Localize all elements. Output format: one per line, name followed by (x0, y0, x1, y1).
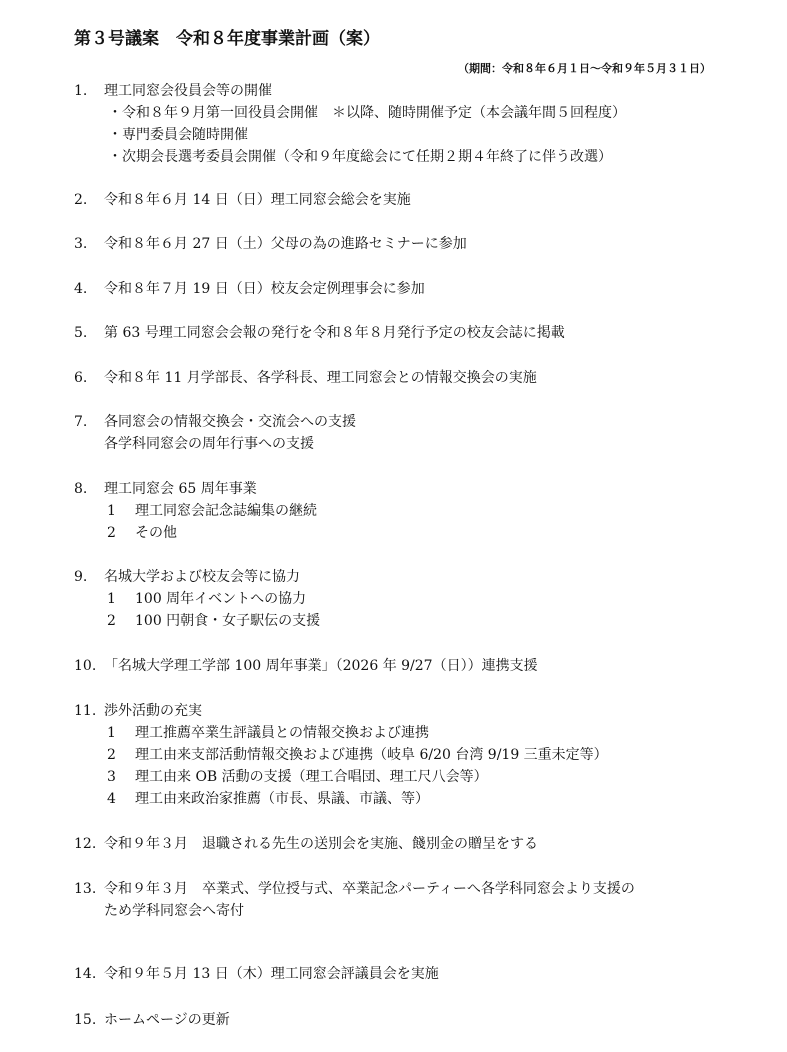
item-text: 令和８年 11 月学部長、各学科長、理工同窓会との情報交換会の実施 (104, 370, 537, 386)
item-number: 13. (74, 881, 97, 897)
item-number: 1. (74, 83, 88, 99)
item-text: ため学科同窓会へ寄付 (104, 903, 244, 919)
plan-item-15 (74, 1009, 757, 1031)
item-number: 12. (74, 836, 97, 852)
plan-item-1 (74, 80, 757, 168)
plan-item-4 (74, 278, 757, 300)
plan-item-7 (74, 411, 757, 455)
item-text: 渉外活動の充実 (104, 703, 202, 719)
item-text: 理工同窓会 65 周年事業 (104, 481, 257, 497)
plan-item-2 (74, 189, 757, 211)
item-number: 3. (74, 236, 88, 252)
plan-item-6 (74, 367, 757, 389)
sub-item: 1 理工推薦卒業生評議員との情報交換および連携 (107, 725, 429, 741)
sub-item: ・次期会長選考委員会開催（令和９年度総会にて任期２期４年終了に伴う改選） (108, 149, 612, 165)
item-number: 8. (74, 481, 88, 497)
page-title: 第３号議案 令和８年度事業計画（案） (74, 29, 380, 49)
plan-item-13 (74, 878, 757, 922)
item-number: 7. (74, 414, 88, 430)
sub-item: ・専門委員会随時開催 (108, 127, 248, 143)
item-text: 令和９年３月 退職される先生の送別会を実施、餞別金の贈呈をする (104, 836, 538, 852)
sub-item: 3 理工由来 OB 活動の支援（理工合唱団、理工尺八会等） (107, 769, 488, 785)
plan-item-10 (74, 655, 757, 677)
item-text: 令和８年６月 27 日（土）父母の為の進路セミナーに参加 (104, 236, 467, 252)
item-text: 令和８年６月 14 日（日）理工同窓会総会を実施 (104, 192, 411, 208)
sub-item: 2 その他 (107, 525, 177, 541)
item-number: 4. (74, 281, 88, 297)
sub-item: ・令和８年９月第一回役員会開催 ＊以降、随時開催予定（本会議年間５回程度） (108, 105, 626, 121)
item-text: 「名城大学理工学部 100 周年事業」（2026 年 9/27（日））連携支援 (104, 658, 538, 674)
item-text: 令和８年７月 19 日（日）校友会定例理事会に参加 (104, 281, 425, 297)
item-text: 令和９年３月 卒業式、学位授与式、卒業記念パーティーへ各学科同窓会より支援の (104, 881, 635, 897)
item-number: 9. (74, 569, 88, 585)
sub-item: 4 理工由来政治家推薦（市長、県議、市議、等） (107, 791, 429, 807)
plan-item-14 (74, 963, 757, 985)
item-number: 10. (74, 658, 97, 674)
plan-item-8 (74, 478, 757, 544)
item-number: 15. (74, 1012, 97, 1028)
plan-item-3 (74, 233, 757, 255)
period-note: （期間：令和８年６月１日〜令和９年５月３１日） (458, 62, 711, 75)
item-text: 理工同窓会役員会等の開催 (104, 83, 272, 99)
sub-item: 1 100 周年イベントへの協力 (107, 591, 307, 607)
plan-item-9 (74, 566, 757, 632)
item-number: 14. (74, 966, 97, 982)
item-text: 名城大学および校友会等に協力 (104, 569, 300, 585)
sub-item: 2 理工由来支部活動情報交換および連携（岐阜 6/20 台湾 9/19 三重未定等） (107, 747, 608, 763)
item-text: 各学科同窓会の周年行事への支援 (104, 436, 314, 452)
item-text: 各同窓会の情報交換会・交流会への支援 (104, 414, 356, 430)
sub-item: 1 理工同窓会記念誌編集の継続 (107, 503, 317, 519)
item-number: 11. (74, 703, 97, 719)
item-number: 5. (74, 325, 88, 341)
plan-item-11 (74, 700, 757, 810)
sub-item: 2 100 円朝食・女子駅伝の支援 (107, 613, 321, 629)
plan-item-12 (74, 833, 757, 855)
plan-item-5 (74, 322, 757, 344)
item-text: ホームページの更新 (104, 1012, 230, 1028)
item-text: 第 63 号理工同窓会会報の発行を令和８年８月発行予定の校友会誌に掲載 (104, 325, 565, 341)
item-number: 2. (74, 192, 88, 208)
item-text: 令和９年５月 13 日（木）理工同窓会評議員会を実施 (104, 966, 439, 982)
item-number: 6. (74, 370, 88, 386)
